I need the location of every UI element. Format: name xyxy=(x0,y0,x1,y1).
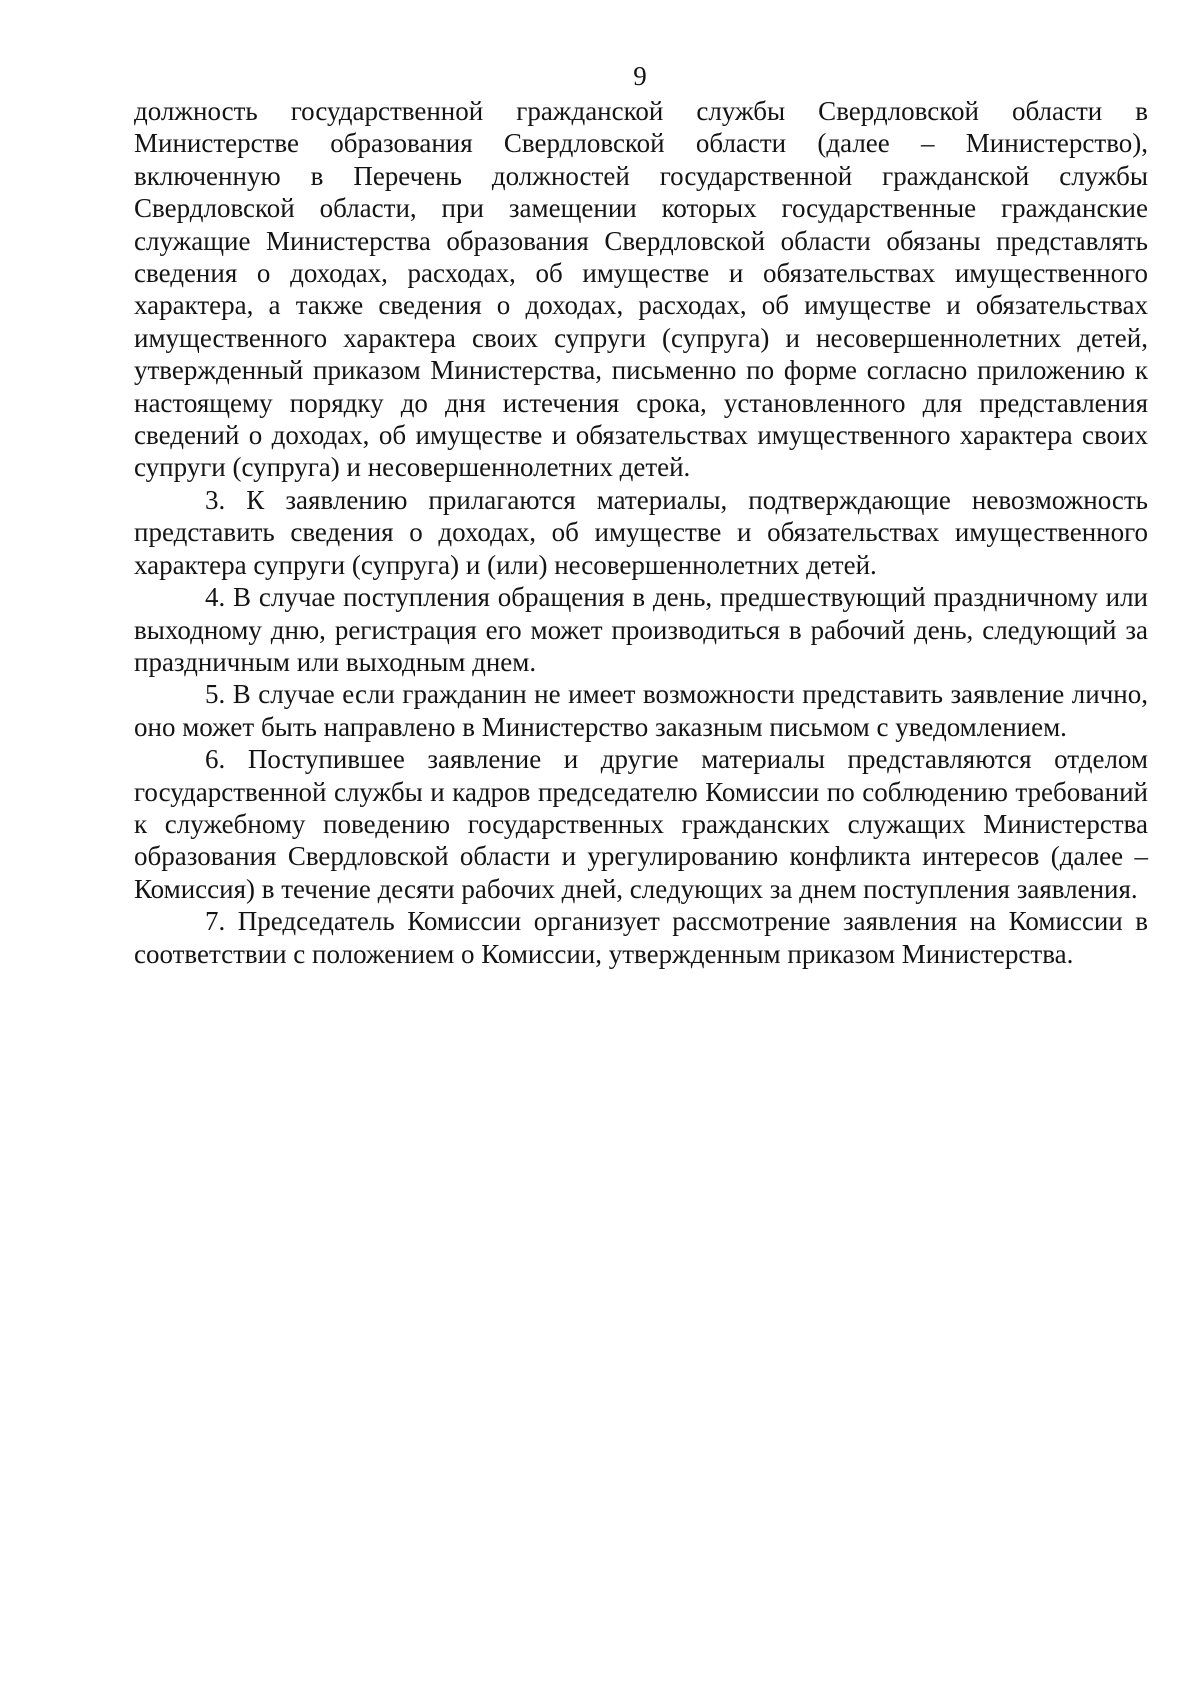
paragraph-item-6: 6. Поступившее заявление и другие материалы представляются отделом государственной службы и кадров председателю Комиссии по соблюдению требований к служебному поведению государственных гражданских служащих Министерства образования Свердловской области и урегулированию конфликта интересов (далее – Комиссия) в течение десяти рабочих дней, следующих за днем поступления заявления. xyxy=(134,744,1148,904)
paragraph-item-3: 3. К заявлению прилагаются материалы, подтверждающие невозможность представить сведения о доходах, об имуществе и обязательствах имущественного характера супруги (супруга) и (или) несовершеннолетних детей. xyxy=(134,484,1148,580)
paragraph-item-7: 7. Председатель Комиссии организует рассмотрение заявления на Комиссии в соответствии с положением о Комиссии, утвержденным приказом Министерства. xyxy=(134,906,1148,969)
paragraph-item-4: 4. В случае поступления обращения в день, предшествующий праздничному или выходному дню, регистрация его может производиться в рабочий день, следующий за праздничным или выходным днем. xyxy=(134,582,1148,677)
page-number: 9 xyxy=(633,61,647,91)
paragraph-item-5: 5. В случае если гражданин не имеет возможности представить заявление лично, оно может быть направлено в Министерство заказным письмом с уведомлением. xyxy=(134,679,1148,742)
paragraph-continuation: должность государственной гражданской службы Свердловской области в Министерстве образования Свердловской области (далее – Министерство), включенную в Перечень должностей государственной гражданской службы Свердловской области, при замещении которых государственные гражданские служащие Министерства образования Свердловской области обязаны представлять сведения о доходах, расходах, об имуществе и обязательствах имущественного характера, а также сведения о доходах, расходах, об имуществе и обязательствах имущественного характера своих супруги (супруга) и несовершеннолетних детей, утвержденный приказом Министерства, письменно по форме согласно приложению к настоящему порядку до дня истечения срока, установленного для представления сведений о доходах, об имуществе и обязательствах имущественного характера своих супруги (супруга) и несовершеннолетних детей. xyxy=(134,96,1148,483)
document-body xyxy=(134,95,1148,970)
